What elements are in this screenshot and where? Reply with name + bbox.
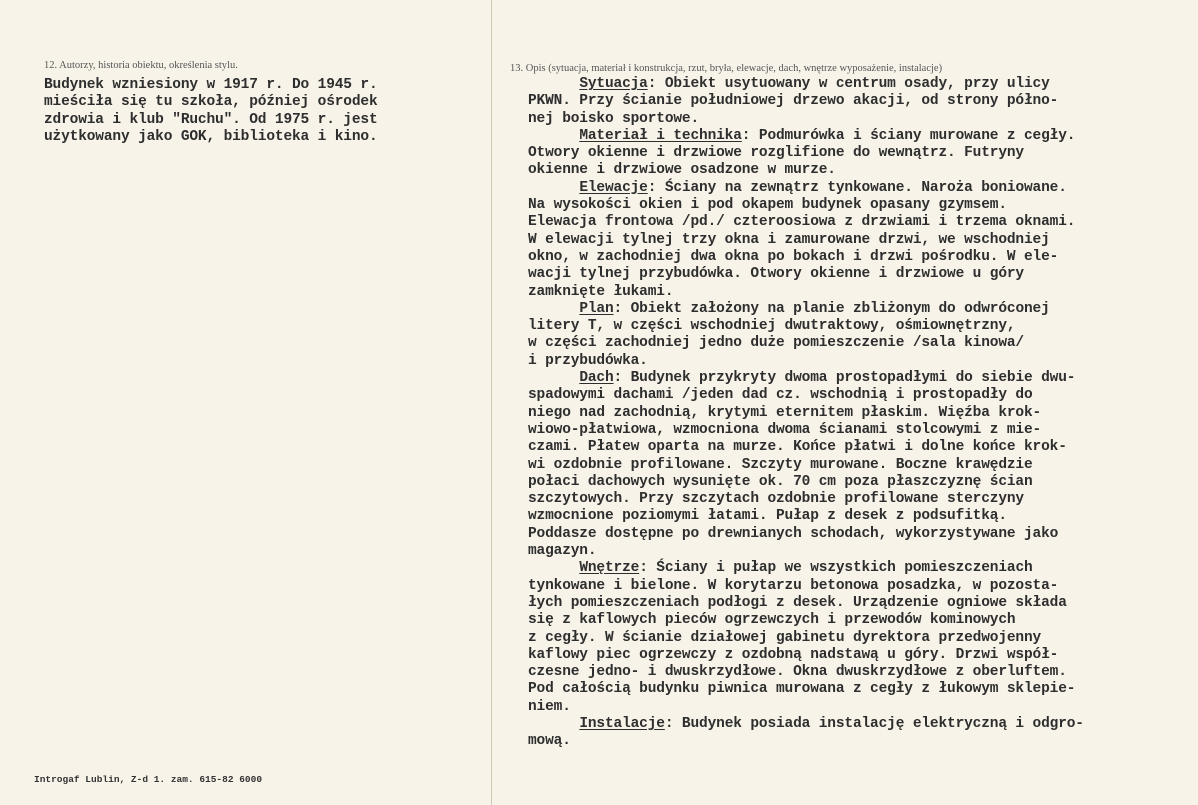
typed-line: Budynek wzniesiony w 1917 r. Do 1945 r. <box>44 77 378 93</box>
line-text: : Ściany na zewnątrz tynkowane. Naroża boniowane. <box>647 179 1067 196</box>
typed-line <box>528 595 1084 612</box>
typed-line <box>528 474 1084 491</box>
typed-line <box>528 578 1084 595</box>
typed-line: zdrowia i klub "Ruchu". Od 1975 r. jest <box>44 111 378 128</box>
typed-line <box>528 232 1084 249</box>
line-text: kaflowy piec ogrzewczy z ozdobną nadstawą u góry. Drzwi współ- <box>528 646 1059 663</box>
line-text: : Obiekt usytuowany w centrum osady, przy ulicy <box>647 76 1050 92</box>
section-heading: Elewacje <box>579 179 648 196</box>
typed-line <box>528 284 1084 301</box>
section-heading: Wnętrze <box>579 560 640 577</box>
line-text: Elewacja frontowa /pd./ czteroosiowa z drzwiami i trzema oknami. <box>528 214 1076 231</box>
line-text: Poddasze dostępne po drewnianych schodach, wykorzystywane jako <box>528 525 1059 542</box>
line-text: mową. <box>528 733 571 750</box>
typed-line <box>528 699 1084 716</box>
line-text: spadowymi dachami /jeden dad cz. wschodnią i prostopadły do <box>528 387 1033 404</box>
line-text: czami. Płatew oparta na murze. Końce płatwi i dolne końce krok- <box>528 439 1067 456</box>
section-13-text <box>528 76 1084 751</box>
line-text: i przybudówka. <box>528 352 648 369</box>
line-text: z cegły. W ścianie działowej gabinetu dyrektora przedwojenny <box>528 629 1042 646</box>
typed-line <box>528 128 1084 145</box>
line-text: wi ozdobnie profilowane. Szczyty murowane. Boczne krawędzie <box>528 456 1033 473</box>
typed-line <box>528 353 1084 370</box>
line-text: PKWN. Przy ścianie południowej drzewo akacji, od strony półno- <box>528 93 1059 110</box>
line-text: okno, w zachodniej dwa okna po bokach i drzwi pośrodku. W ele- <box>528 248 1059 265</box>
typed-line <box>528 664 1084 681</box>
line-text: wzmocnione poziomymi łatami. Pułap z desek z podsufitką. <box>528 508 1007 525</box>
line-text: W elewacji tylnej trzy okna i zamurowane drzwi, we wschodniej <box>528 231 1050 248</box>
line-text: litery T, w części wschodniej dwutraktowy, ośmiownętrzny, <box>528 318 1016 335</box>
typed-line <box>528 543 1084 560</box>
typed-line <box>528 422 1084 439</box>
typed-line <box>528 145 1084 162</box>
line-text: się z kaflowych pieców ogrzewczych i przewodów kominowych <box>528 612 1016 629</box>
typed-line <box>528 491 1084 508</box>
section-heading: Plan <box>579 300 614 317</box>
typed-line <box>528 111 1084 128</box>
section-heading: Instalacje <box>579 715 665 732</box>
line-text: szczytowych. Przy szczytach ozdobnie profilowane sterczyny <box>528 491 1024 508</box>
typed-line <box>528 560 1084 577</box>
line-text: : Budynek posiada instalację elektryczną i odgro- <box>664 715 1084 732</box>
line-text: : Budynek przykryty dwoma prostopadłymi do siebie dwu- <box>613 370 1076 387</box>
line-text: łych pomieszczeniach podłogi z desek. Urządzenie ogniowe składa <box>528 594 1067 611</box>
typed-line <box>528 508 1084 525</box>
typed-line <box>528 681 1084 698</box>
typed-line <box>528 457 1084 474</box>
line-text: Otwory okienne i drzwiowe rozglifione do wewnątrz. Futryny <box>528 145 1024 162</box>
line-text: niego nad zachodnią, krytymi eternitem płaskim. Więźba krok- <box>528 404 1042 421</box>
typed-line <box>528 301 1084 318</box>
typed-line <box>528 335 1084 352</box>
typed-line: mieściła się tu szkoła, później ośrodek <box>44 94 378 111</box>
line-text: okienne i drzwiowe osadzone w murze. <box>528 162 836 179</box>
section-12-text <box>44 77 378 146</box>
typed-line <box>528 526 1084 543</box>
line-text: nej boisko sportowe. <box>528 110 700 127</box>
line-text: : Obiekt założony na planie zbliżonym do odwróconej <box>613 300 1050 317</box>
typed-line <box>528 439 1084 456</box>
typed-line <box>528 405 1084 422</box>
typed-line: użytkowany jako GOK, biblioteka i kino. <box>44 128 378 145</box>
typed-line <box>528 162 1084 179</box>
line-text: : Podmurówka i ściany murowane z cegły. <box>741 127 1076 144</box>
typed-line <box>528 716 1084 733</box>
column-divider <box>491 0 492 805</box>
line-text: wacji tylnej przybudówka. Otwory okienne i drzwiowe u góry <box>528 266 1024 283</box>
line-text: w części zachodniej jedno duże pomieszczenie /sala kinowa/ <box>528 335 1024 352</box>
line-text: Pod całością budynku piwnica murowana z cegły z łukowym sklepie- <box>528 681 1076 698</box>
line-text: tynkowane i bielone. W korytarzu betonowa posadzka, w pozosta- <box>528 577 1059 594</box>
section-13-label: 13. Opis (sytuacja, materiał i konstrukcja, rzut, bryła, elewacje, dach, wnętrze wyposażenie, instalacje) <box>510 63 943 74</box>
typed-line <box>528 612 1084 629</box>
typed-line <box>528 733 1084 750</box>
typed-line <box>528 387 1084 404</box>
typed-line <box>528 180 1084 197</box>
typed-line <box>528 318 1084 335</box>
typed-line <box>528 370 1084 387</box>
typed-line <box>528 647 1084 664</box>
typed-line <box>528 266 1084 283</box>
line-text: połaci dachowych wysunięte ok. 70 cm poza płaszczyznę ścian <box>528 473 1033 490</box>
typed-line <box>528 93 1084 110</box>
typed-line <box>528 630 1084 647</box>
line-text: : Ściany i pułap we wszystkich pomieszczeniach <box>639 560 1033 577</box>
line-text: wiowo-płatwiowa, wzmocniona dwoma ścianami stolcowymi z mie- <box>528 421 1042 438</box>
line-text: magazyn. <box>528 543 597 560</box>
section-12-label: 12. Autorzy, historia obiektu, określenia stylu. <box>44 60 238 71</box>
section-heading: Materiał i technika <box>579 127 742 144</box>
line-text: Na wysokości okien i pod okapem budynek opasany gzymsem. <box>528 197 1007 214</box>
typed-line <box>528 214 1084 231</box>
line-text: zamknięte łukami. <box>528 283 674 300</box>
line-text: czesne jedno- i dwuskrzydłowe. Okna dwuskrzydłowe z oberluftem. <box>528 664 1067 681</box>
typed-line <box>528 249 1084 266</box>
typed-line <box>528 197 1084 214</box>
line-text: niem. <box>528 698 571 715</box>
section-heading: Sytuacja <box>579 76 648 92</box>
section-heading: Dach <box>579 370 614 387</box>
typed-line <box>528 76 1084 93</box>
printer-footer: Introgaf Lublin, Z-d 1. zam. 615-82 6000 <box>34 774 263 785</box>
